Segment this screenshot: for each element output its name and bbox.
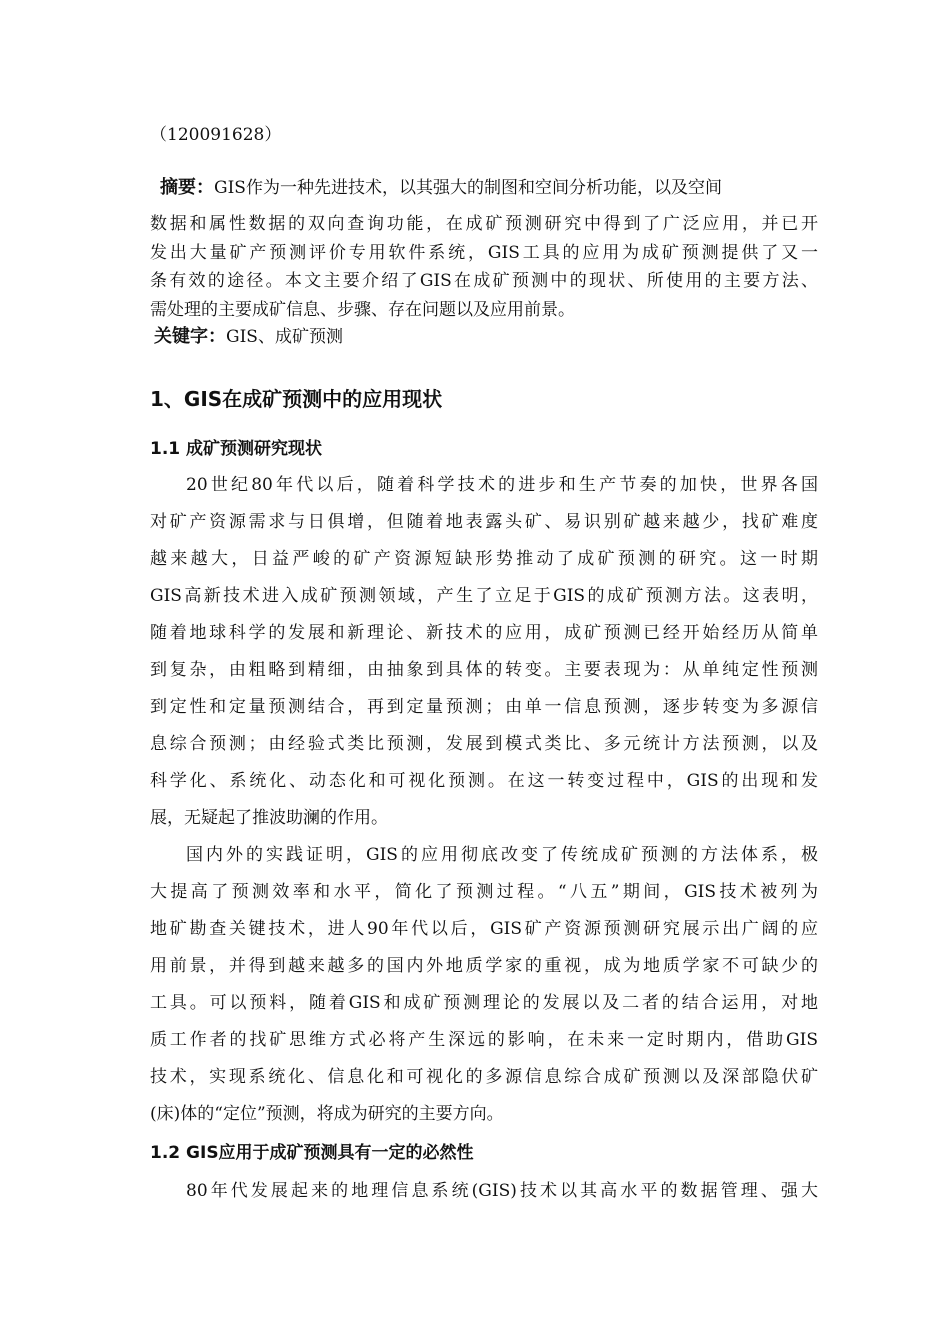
subsection-title: 1.2 GIS应用于成矿预测具有一定的必然性 [150, 1143, 474, 1163]
subsection-title: 1.1 成矿预测研究现状 [150, 439, 323, 459]
paragraph-line: 科学化、系统化、动态化和可视化预测。在这一转变过程中，GIS的出现和发 [150, 771, 818, 791]
paragraph-line: 到定性和定量预测结合，再到定量预测；由单一信息预测，逐步转变为多源信 [150, 697, 818, 717]
paragraph-line: 到复杂，由粗略到精细，由抽象到具体的转变。主要表现为：从单纯定性预测 [150, 660, 818, 680]
abstract-line: 数据和属性数据的双向查询功能，在成矿预测研究中得到了广泛应用，并已开 [150, 214, 818, 234]
paragraph-line: 国内外的实践证明，GIS的应用彻底改变了传统成矿预测的方法体系，极 [186, 845, 818, 865]
keywords-line [154, 326, 343, 348]
abstract-line: 条有效的途径。本文主要介绍了GIS在成矿预测中的现状、所使用的主要方法、 [150, 271, 818, 291]
paragraph-line: 质工作者的找矿思维方式必将产生深远的影响，在未来一定时期内，借助GIS [150, 1030, 818, 1050]
paragraph-line: 息综合预测；由经验式类比预测，发展到模式类比、多元统计方法预测，以及 [150, 734, 818, 754]
paragraph-line: 越来越大，日益严峻的矿产资源短缺形势推动了成矿预测的研究。这一时期 [150, 549, 818, 569]
abstract-first-line [160, 177, 722, 199]
student-id: （120091628） [150, 125, 282, 145]
paragraph-line: 用前景，并得到越来越多的国内外地质学家的重视，成为地质学家不可缺少的 [150, 956, 818, 976]
paragraph-line: 大提高了预测效率和水平，简化了预测过程。“八五”期间，GIS技术被列为 [150, 882, 818, 902]
abstract-line: GIS作为一种先进技术，以其强大的制图和空间分析功能，以及空间 [214, 178, 722, 198]
keywords-value: GIS、成矿预测 [226, 327, 343, 347]
abstract-line: 需处理的主要成矿信息、步骤、存在问题以及应用前景。 [150, 300, 575, 320]
paragraph-line: (床)体的“定位”预测，将成为研究的主要方向。 [150, 1104, 504, 1124]
section-title: 1、GIS在成矿预测中的应用现状 [150, 387, 443, 411]
paragraph-line: GIS高新技术进入成矿预测领域，产生了立足于GIS的成矿预测方法。这表明， [150, 586, 818, 606]
keywords-label: 关键字： [154, 326, 226, 347]
abstract-line: 发出大量矿产预测评价专用软件系统，GIS工具的应用为成矿预测提供了又一 [150, 243, 818, 263]
abstract-label: 摘要： [160, 177, 214, 198]
paragraph-line: 技术，实现系统化、信息化和可视化的多源信息综合成矿预测以及深部隐伏矿 [150, 1067, 818, 1087]
paragraph-line: 展，无疑起了推波助澜的作用。 [150, 808, 388, 828]
paragraph-line: 随着地球科学的发展和新理论、新技术的应用，成矿预测已经开始经历从简单 [150, 623, 818, 643]
paragraph-line: 80年代发展起来的地理信息系统(GIS)技术以其高水平的数据管理、强大 [186, 1181, 818, 1201]
paragraph-line: 20世纪80年代以后，随着科学技术的进步和生产节奏的加快，世界各国 [186, 475, 818, 495]
paragraph-line: 对矿产资源需求与日俱增，但随着地表露头矿、易识别矿越来越少，找矿难度 [150, 512, 818, 532]
paragraph-line: 工具。可以预料，随着GIS和成矿预测理论的发展以及二者的结合运用，对地 [150, 993, 818, 1013]
paragraph-line: 地矿勘查关键技术，进人90年代以后，GIS矿产资源预测研究展示出广阔的应 [150, 919, 818, 939]
